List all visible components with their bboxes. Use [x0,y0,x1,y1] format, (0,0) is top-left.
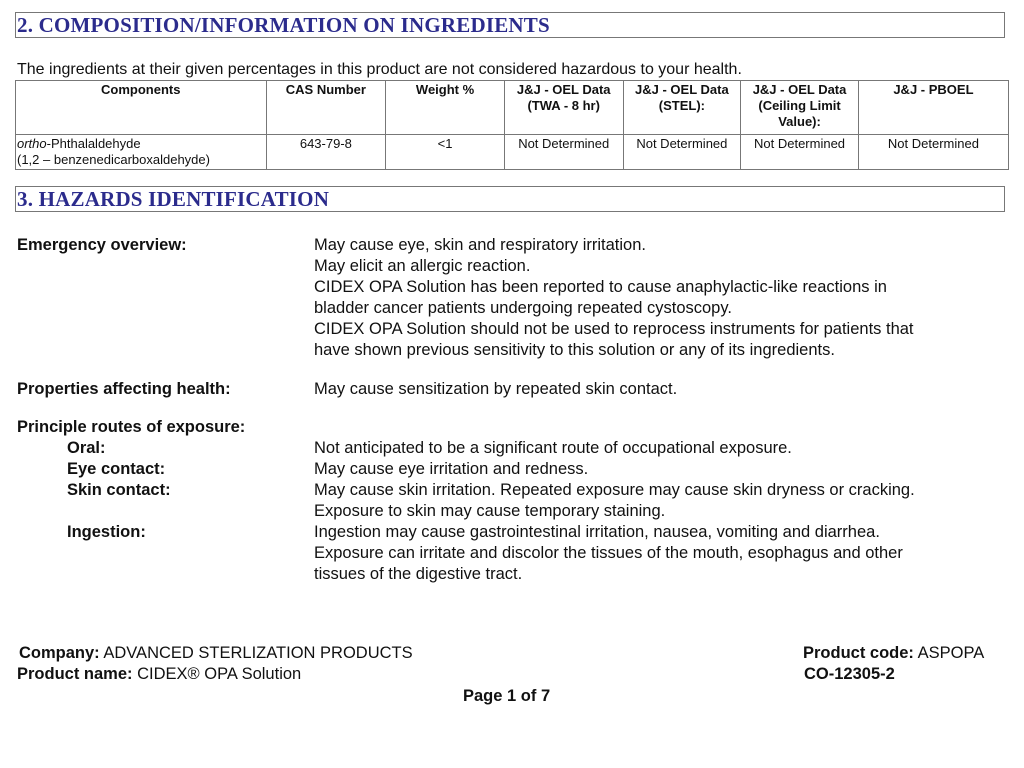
emergency-overview-text [314,235,1004,361]
route-line: May cause skin irritation. Repeated exposure may cause skin dryness or cracking. [314,481,915,499]
header-oel-stel: J&J - OEL Data (STEL): [623,81,741,135]
cell-pboel: Not Determined [858,135,1008,170]
emergency-line: CIDEX OPA Solution should not be used to reprocess instruments for patients that [314,320,914,338]
table-header-row [16,81,1009,135]
company-label: Company: [19,644,100,662]
footer-doc-code [804,664,895,685]
doc-code: CO-12305-2 [804,665,895,683]
route-line: Exposure to skin may cause temporary staining. [314,502,666,520]
header-pboel: J&J - PBOEL [858,81,1008,135]
route-eye-label: Eye contact: [67,460,166,478]
product-name-label: Product name: [17,665,133,683]
component-italic-prefix: ortho [17,136,47,151]
header-weight: Weight % [386,81,505,135]
company-value: ADVANCED STERLIZATION PRODUCTS [103,644,413,662]
product-code-value: ASPOPA [917,644,985,662]
route-oral-label: Oral: [67,439,106,457]
cell-component [16,135,267,170]
ingredients-intro: The ingredients at their given percentages in this product are not considered hazardous to your health. [17,61,742,78]
route-skin-text [314,480,1004,522]
page-number: Page 1 of 7 [463,687,551,705]
footer-product-name [17,664,301,685]
section-2-header: 2. COMPOSITION/INFORMATION ON INGREDIENTS [15,12,1005,38]
section-3-header: 3. HAZARDS IDENTIFICATION [15,186,1005,212]
footer-company [19,643,413,664]
properties-value: May cause sensitization by repeated skin contact. [314,380,678,398]
footer-product-code [803,643,984,664]
route-eye-text [314,459,1004,480]
properties-label: Properties affecting health: [17,380,231,398]
emergency-overview-label: Emergency overview: [17,236,187,254]
emergency-line: bladder cancer patients undergoing repeated cystoscopy. [314,299,732,317]
route-ingestion-text [314,522,1004,585]
footer-page-number [463,686,550,707]
cell-oel-ceiling: Not Determined [741,135,859,170]
route-line: May cause eye irritation and redness. [314,460,589,478]
route-line: Ingestion may cause gastrointestinal irritation, nausea, vomiting and diarrhea. [314,523,880,541]
header-cas-number: CAS Number [266,81,386,135]
routes-label: Principle routes of exposure: [17,418,246,436]
cell-oel-stel: Not Determined [623,135,741,170]
header-oel-twa: J&J - OEL Data (TWA - 8 hr) [504,81,623,135]
table-row [16,135,1009,170]
emergency-line: have shown previous sensitivity to this solution or any of its ingredients. [314,341,835,359]
emergency-line: CIDEX OPA Solution has been reported to cause anaphylactic-like reactions in [314,278,887,296]
ingredients-table [15,80,1009,170]
cell-oel-twa: Not Determined [504,135,623,170]
cell-cas-number: 643-79-8 [266,135,386,170]
route-oral-text [314,438,1004,459]
header-components: Components [16,81,267,135]
component-name: -Phthalaldehyde [46,136,141,151]
route-skin-label: Skin contact: [67,481,171,499]
cell-weight: <1 [386,135,505,170]
route-line: Exposure can irritate and discolor the tissues of the mouth, esophagus and other [314,544,903,562]
product-code-label: Product code: [803,644,914,662]
product-name-value: CIDEX® OPA Solution [137,665,302,683]
route-ingestion-label: Ingestion: [67,523,146,541]
header-oel-ceiling: J&J - OEL Data (Ceiling Limit Value): [741,81,859,135]
emergency-line: May elicit an allergic reaction. [314,257,531,275]
route-line: Not anticipated to be a significant route of occupational exposure. [314,439,792,457]
emergency-line: May cause eye, skin and respiratory irritation. [314,236,646,254]
route-line: tissues of the digestive tract. [314,565,523,583]
component-synonym: (1,2 – benzenedicarboxaldehyde) [17,152,210,167]
